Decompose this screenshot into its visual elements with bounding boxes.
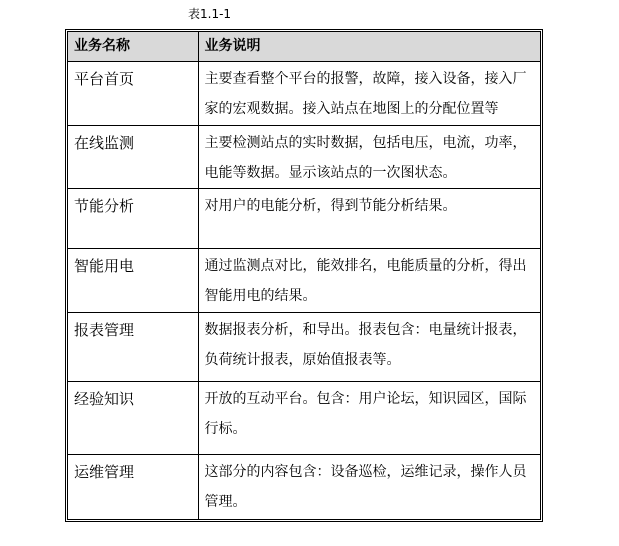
- business-name: 运维管理: [68, 455, 198, 519]
- business-name: 经验知识: [68, 382, 198, 455]
- business-description: 开放的互动平台。包含：用户论坛，知识园区，国际行标。: [198, 382, 540, 455]
- business-description: 数据报表分析，和导出。报表包含：电量统计报表，负荷统计报表，原始值报表等。: [198, 313, 540, 382]
- business-description: 对用户的电能分析，得到节能分析结果。: [198, 189, 540, 249]
- business-name: 平台首页: [68, 62, 198, 126]
- header-business-name: 业务名称: [68, 32, 198, 62]
- business-name: 在线监测: [68, 126, 198, 189]
- business-description: 主要查看整个平台的报警，故障，接入设备，接入厂家的宏观数据。接入站点在地图上的分配位置等: [198, 62, 540, 126]
- table-row: [68, 189, 540, 249]
- table-row: [68, 455, 540, 519]
- business-table: [65, 29, 543, 522]
- table-caption: 表1.1-1: [188, 7, 232, 21]
- business-name: 智能用电: [68, 249, 198, 313]
- business-description: 主要检测站点的实时数据，包括电压，电流，功率，电能等数据。显示该站点的一次图状态。: [198, 126, 540, 189]
- business-name: 报表管理: [68, 313, 198, 382]
- business-name: 节能分析: [68, 189, 198, 249]
- table-row: [68, 382, 540, 455]
- table-row: [68, 313, 540, 382]
- table-row: [68, 62, 540, 126]
- table-row: [68, 126, 540, 189]
- business-description: 通过监测点对比，能效排名，电能质量的分析，得出智能用电的结果。: [198, 249, 540, 313]
- business-description: 这部分的内容包含：设备巡检，运维记录，操作人员管理。: [198, 455, 540, 519]
- header-business-description: 业务说明: [198, 32, 540, 62]
- table-header-row: [68, 32, 540, 62]
- table-row: [68, 249, 540, 313]
